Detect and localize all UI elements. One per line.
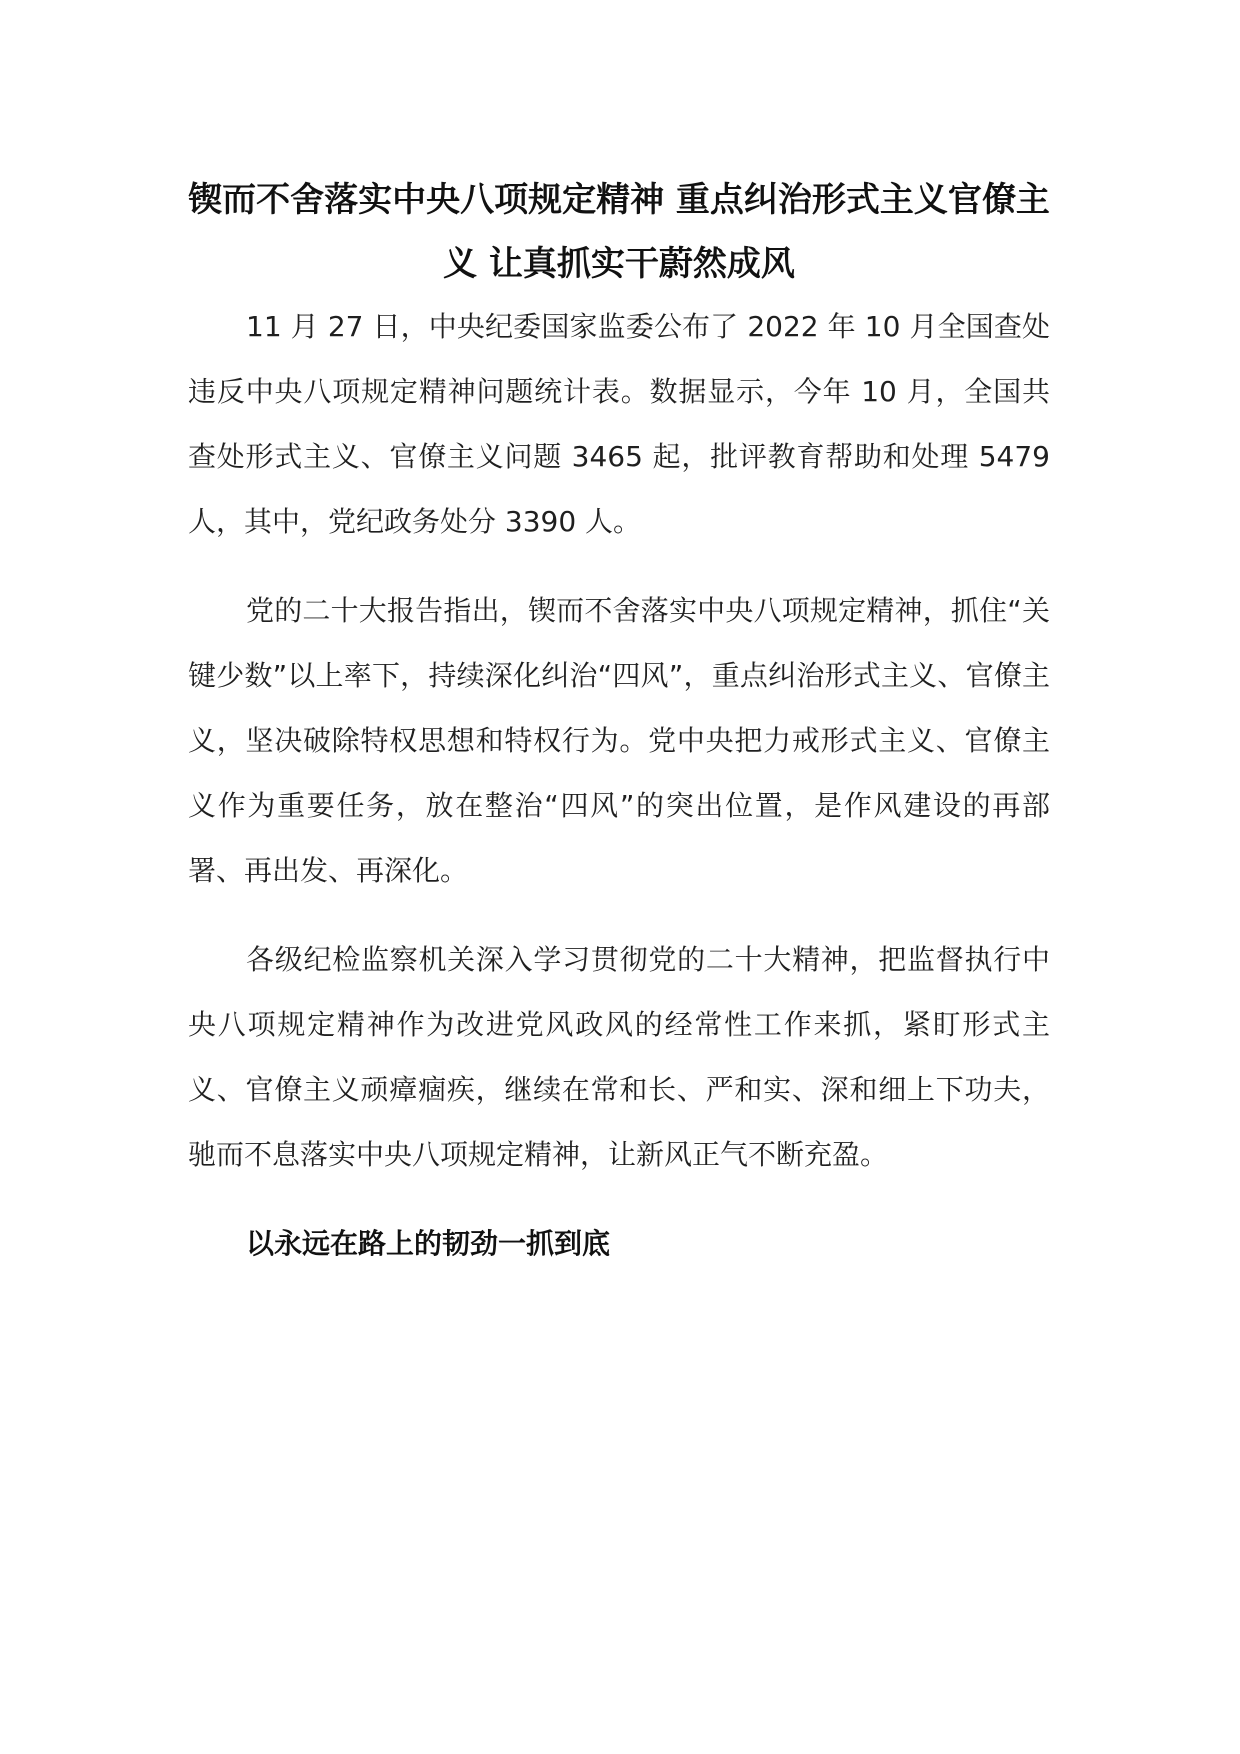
- document-page: [188, 168, 1050, 1276]
- document-title: 锲而不舍落实中央八项规定精神 重点纠治形式主义官僚主义 让真抓实干蔚然成风: [188, 180, 1050, 284]
- paragraph-report: 党的二十大报告指出，锲而不舍落实中央八项规定精神，抓住“关键少数”以上率下，持续深化纠治“四风”，重点纠治形式主义、官僚主义，坚决破除特权思想和特权行为。党中央把力戒形式主义、官僚主义作为重要任务，放在整治“四风”的突出位置，是作风建设的再部署、再出发、再深化。: [188, 594, 1050, 887]
- section-subheading: 以永远在路上的韧劲一抓到底: [246, 1227, 611, 1260]
- paragraph-supervision: 各级纪检监察机关深入学习贯彻党的二十大精神，把监督执行中央八项规定精神作为改进党风政风的经常性工作来抓，紧盯形式主义、官僚主义顽瘴痼疾，继续在常和长、严和实、深和细上下功夫，驰而不息落实中央八项规定精神，让新风正气不断充盈。: [188, 943, 1050, 1171]
- paragraph-statistics: 11 月 27 日，中央纪委国家监委公布了 2022 年 10 月全国查处违反中央八项规定精神问题统计表。数据显示，今年 10 月，全国共查处形式主义、官僚主义问题 3465 起，批评教育帮助和处理 5479 人，其中，党纪政务处分 3390 人。: [188, 310, 1050, 538]
